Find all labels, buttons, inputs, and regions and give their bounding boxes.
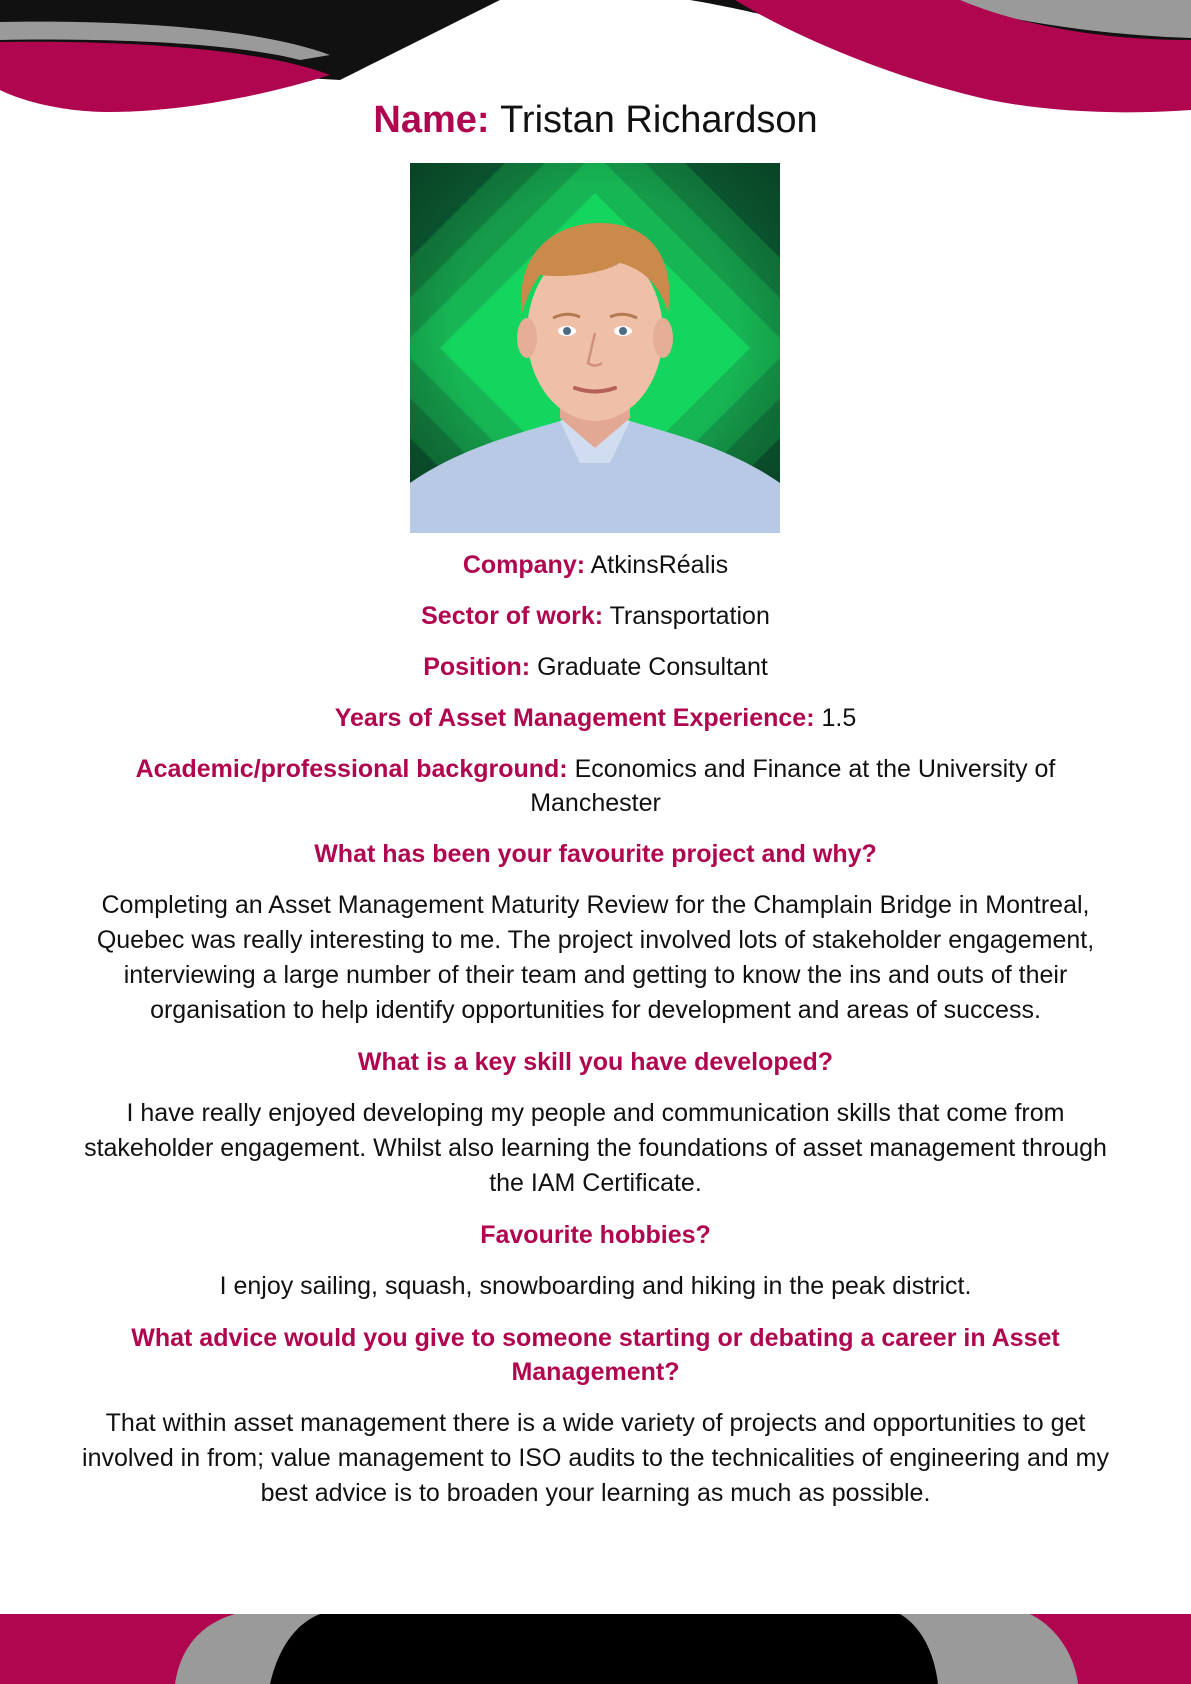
question-hobbies: Favourite hobbies? <box>480 1221 711 1249</box>
fact-label: Company: <box>462 551 586 579</box>
name-label: Name: <box>373 99 490 141</box>
fact-label: Years of Asset Management Experience: <box>334 704 815 732</box>
profile-name-heading <box>0 96 1191 144</box>
question-key-skill: What is a key skill you have developed? <box>357 1048 834 1076</box>
fact-background <box>70 752 1121 820</box>
question-favourite-project: What has been your favourite project and why? <box>314 840 877 868</box>
fact-sector <box>70 599 1121 633</box>
profile-photo <box>410 163 780 533</box>
profile-content <box>70 548 1121 1528</box>
fact-value: Transportation <box>609 602 770 630</box>
question-advice: What advice would you give to someone starting or debating a career in Asset Management? <box>131 1324 1060 1386</box>
fact-experience <box>70 701 1121 735</box>
answer-advice: That within asset management there is a wide variety of projects and opportunities to get involved in from; value management to ISO audits to the technicalities of engineering and my best advice is to broaden your learning as much as possible. <box>82 1409 1109 1507</box>
fact-value: Economics and Finance at the University of Manchester <box>530 755 1056 817</box>
fact-label: Academic/professional background: <box>135 755 568 783</box>
fact-value: AtkinsRéalis <box>590 551 729 579</box>
answer-hobbies: I enjoy sailing, squash, snowboarding and hiking in the peak district. <box>219 1272 972 1300</box>
fact-value: 1.5 <box>821 704 857 732</box>
footer-wave-decoration <box>0 1614 1191 1684</box>
fact-position <box>70 650 1121 684</box>
fact-label: Sector of work: <box>421 602 604 630</box>
profile-name: Tristan Richardson <box>500 99 818 141</box>
fact-company <box>70 548 1121 582</box>
fact-label: Position: <box>423 653 531 681</box>
answer-favourite-project: Completing an Asset Management Maturity Review for the Champlain Bridge in Montreal, Quebec was really interesting to me. The project involved lots of stakeholder engagement, interviewing a large number of their team and getting to know the ins and outs of their organisation to help identify opportunities for development and areas of success. <box>96 891 1095 1024</box>
fact-value: Graduate Consultant <box>537 653 768 681</box>
answer-key-skill: I have really enjoyed developing my people and communication skills that come from stakeholder engagement. Whilst also learning the foundations of asset management through the IAM Certificate. <box>84 1099 1107 1197</box>
